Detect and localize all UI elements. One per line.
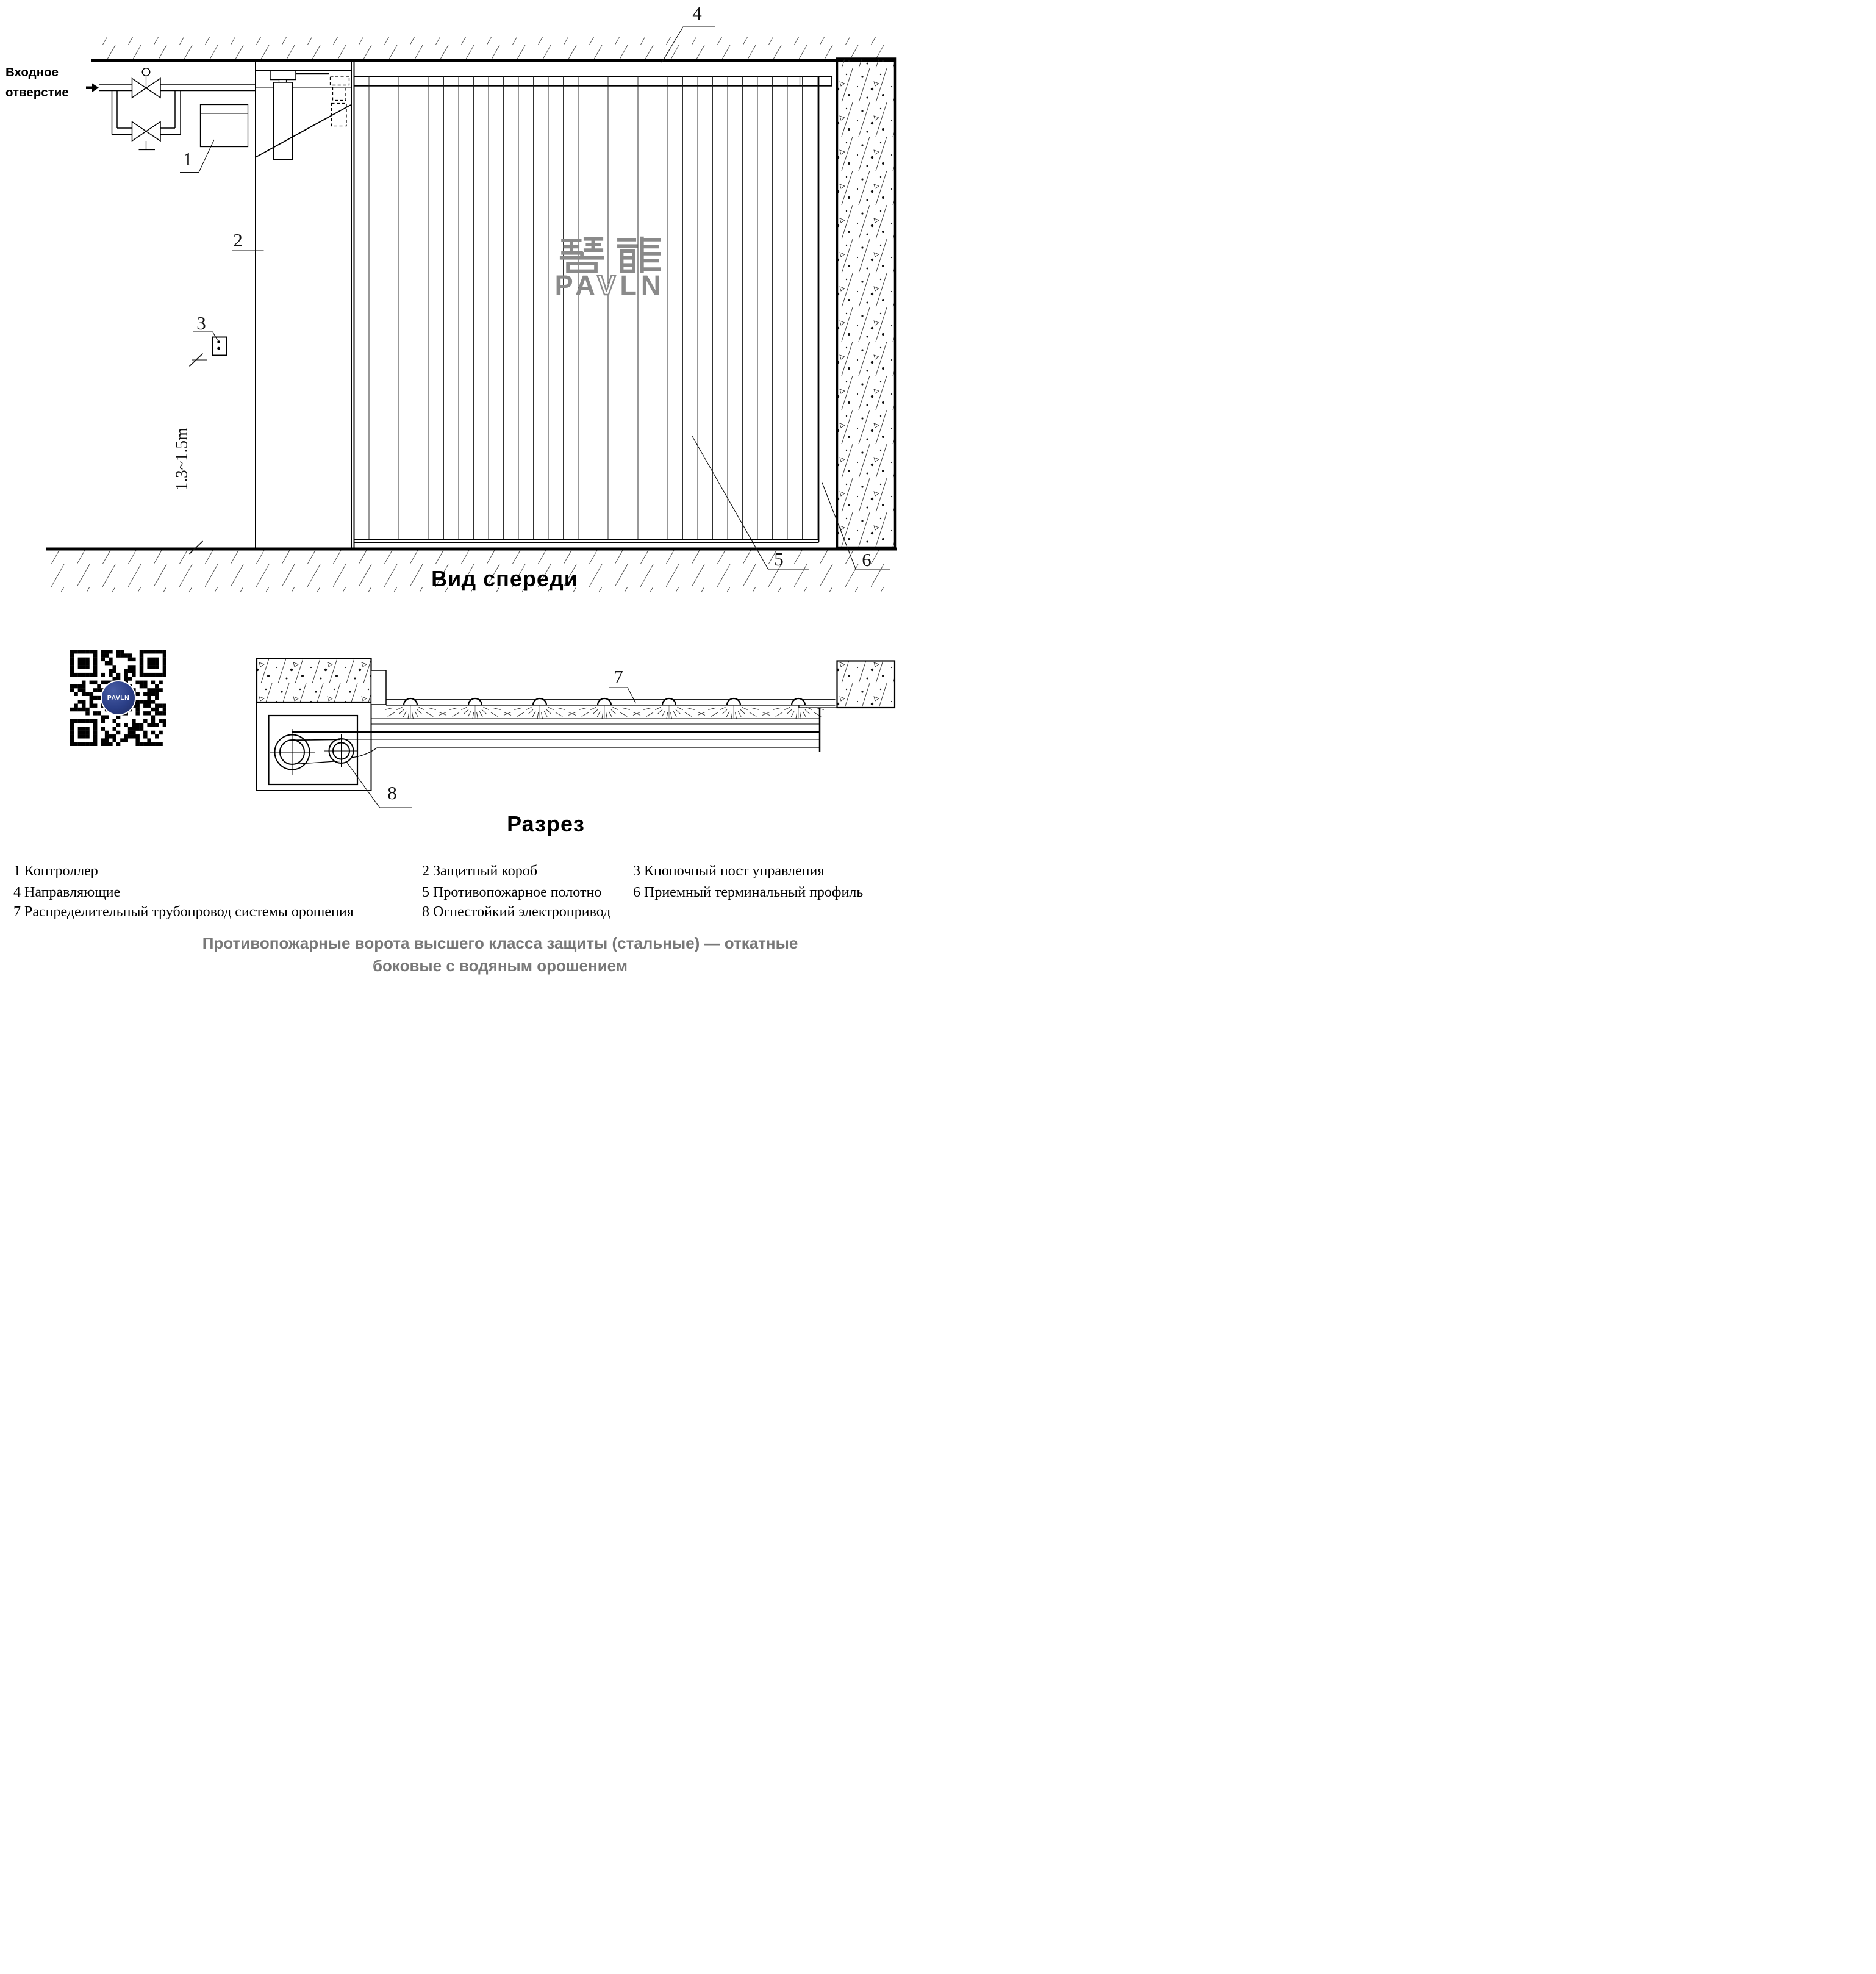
inlet-label-line1: Входное xyxy=(5,65,59,79)
sprinkler-spray xyxy=(385,698,823,719)
section-drive-housing xyxy=(257,702,371,791)
legend-item-8: 8 Огнестойкий электропривод xyxy=(422,904,611,920)
qr-center-text: PAVLN xyxy=(107,694,130,702)
callout-3: 3 xyxy=(196,312,206,334)
callout-4: 4 xyxy=(692,2,702,24)
legend-item-4: 4 Направляющие xyxy=(13,885,121,900)
front-view-drawing xyxy=(46,27,897,592)
inlet-arrow-icon xyxy=(86,84,99,93)
callout-1: 1 xyxy=(183,148,193,170)
callout-7: 7 xyxy=(614,666,623,687)
valve-icon xyxy=(132,79,146,98)
section-view-title: Разрез xyxy=(507,811,585,836)
logo-latin-ln: LN xyxy=(620,270,665,301)
ceiling-line xyxy=(91,59,895,62)
dimension-label: 1.3~1.5m xyxy=(172,427,191,491)
push-button-post xyxy=(212,337,227,356)
controller-box xyxy=(201,105,248,147)
section-curtain-layers xyxy=(292,705,837,758)
qr-code xyxy=(70,650,166,746)
concrete-wall xyxy=(837,59,895,548)
legend-item-3: 3 Кнопочный пост управления xyxy=(633,863,825,879)
logo-latin-pa: PA xyxy=(554,270,598,301)
inlet-label xyxy=(5,62,69,102)
legend-item-6: 6 Приемный терминальный профиль xyxy=(633,885,864,900)
section-view-drawing xyxy=(257,659,895,808)
logo-latin xyxy=(553,270,667,301)
logo-hanzi-glyphs xyxy=(553,235,667,273)
pipe-bracket xyxy=(371,670,387,705)
fire-curtain-slats xyxy=(369,76,817,540)
callout-8: 8 xyxy=(387,782,397,803)
callout-2: 2 xyxy=(233,229,243,251)
hanzi-glyph-2-icon xyxy=(615,235,661,273)
product-title xyxy=(61,932,938,977)
ceiling-hatch xyxy=(91,37,895,59)
logo-latin-v: V xyxy=(597,270,620,301)
legend-item-2: 2 Защитный короб xyxy=(422,863,537,879)
legend-item-7: 7 Распределительный трубопровод системы орошения xyxy=(13,904,354,920)
product-title-line2: боковые с водяным орошением xyxy=(372,956,628,975)
hanzi-glyph-1-icon xyxy=(559,235,604,273)
legend-item-5: 5 Противопожарное полотно xyxy=(422,885,602,900)
front-view-title: Вид спереди xyxy=(431,566,578,591)
section-wall-right xyxy=(837,661,895,708)
drawing-page xyxy=(0,0,938,987)
product-title-line1: Противопожарные ворота высшего класса защиты (стальные) — откатные xyxy=(202,934,798,952)
callout-6: 6 xyxy=(862,549,872,570)
inlet-label-line2: отверстие xyxy=(5,85,69,99)
protective-box xyxy=(256,59,354,548)
legend-item-1: 1 Контроллер xyxy=(13,863,98,879)
section-wall-left xyxy=(257,659,371,703)
curtain-logo xyxy=(553,235,667,301)
height-dimension xyxy=(190,354,207,555)
bypass-valve-icon xyxy=(132,122,146,142)
qr-center-logo xyxy=(101,680,136,716)
callout-5: 5 xyxy=(774,548,784,570)
curtain-bottom-bar xyxy=(354,540,819,543)
technical-drawing xyxy=(0,0,938,987)
